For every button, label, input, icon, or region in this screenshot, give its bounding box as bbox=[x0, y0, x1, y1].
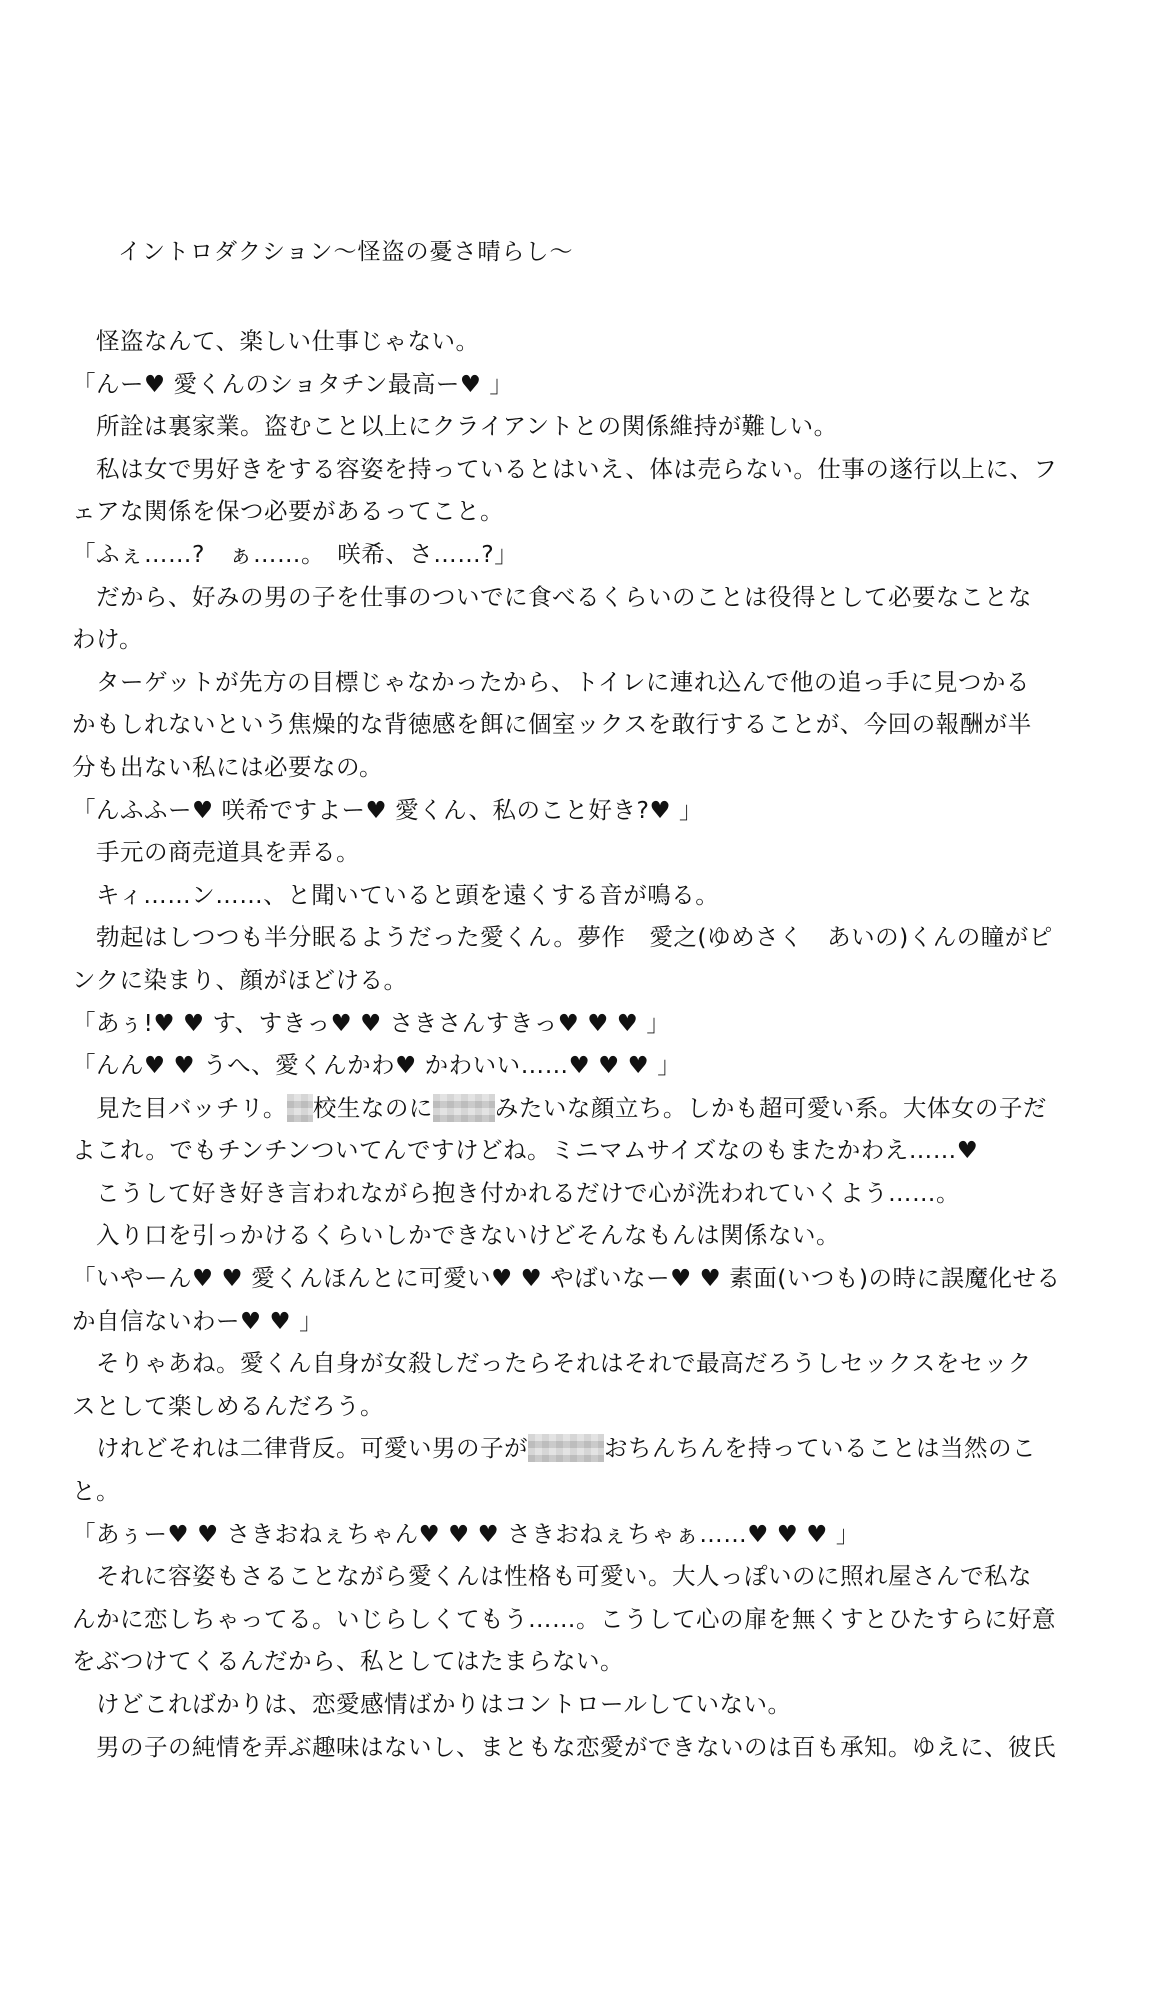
line-text: か自信ないわー♥ ♥ 」 bbox=[72, 1306, 324, 1335]
line-text: 男の子の純情を弄ぶ趣味はないし、まともな恋愛ができないのは百も承知。ゆえに、彼氏 bbox=[96, 1732, 1056, 1761]
line-text: 「あぅ!♥ ♥ す、すきっ♥ ♥ さきさんすきっ♥ ♥ ♥ 」 bbox=[72, 1008, 671, 1037]
text-line bbox=[72, 1129, 1092, 1172]
text-line bbox=[72, 916, 1092, 959]
text-line bbox=[72, 1342, 1092, 1385]
line-text: こうして好き好き言われながら抱き付かれるだけで心が洗われていくよう……。 bbox=[96, 1178, 960, 1207]
line-text: スとして楽しめるんだろう。 bbox=[72, 1391, 384, 1420]
body-text bbox=[72, 320, 1092, 1768]
line-text: ターゲットが先方の目標じゃなかったから、トイレに連れ込んで他の追っ手に見つかる bbox=[96, 667, 1030, 696]
text-line bbox=[72, 874, 1092, 917]
text-line bbox=[72, 1555, 1092, 1598]
text-line bbox=[72, 363, 1092, 406]
line-text: 所詮は裏家業。盗むこと以上にクライアントとの関係維持が難しい。 bbox=[96, 412, 838, 441]
text-line bbox=[72, 1470, 1092, 1513]
text-line bbox=[72, 1044, 1092, 1087]
text-line bbox=[72, 1513, 1092, 1556]
line-text: だから、好みの男の子を仕事のついでに食べるくらいのことは役得として必要なことな bbox=[96, 582, 1032, 611]
line-text: 「んん♥ ♥ うへ、愛くんかわ♥ かわいい……♥ ♥ ♥ 」 bbox=[72, 1051, 682, 1080]
text-line bbox=[72, 703, 1092, 746]
chapter-title: イントロダクション〜怪盗の憂さ晴らし〜 bbox=[118, 239, 574, 265]
censor-mosaic bbox=[287, 1094, 313, 1122]
line-text: 「あぅー♥ ♥ さきおねぇちゃん♥ ♥ ♥ さきおねぇちゃぁ……♥ ♥ ♥ 」 bbox=[72, 1519, 860, 1548]
line-text: かもしれないという焦燥的な背徳感を餌に個室ックスを敢行することが、今回の報酬が半 bbox=[72, 710, 1032, 739]
text-line bbox=[72, 1257, 1092, 1300]
line-text: ェアな関係を保つ必要があるってこと。 bbox=[72, 497, 504, 526]
text-line bbox=[72, 1640, 1092, 1683]
line-text: をぶつけてくるんだから、私としてはたまらない。 bbox=[72, 1647, 624, 1676]
text-line bbox=[72, 576, 1092, 619]
line-text: 見た目バッチリ。 bbox=[96, 1093, 287, 1122]
line-text: 勃起はしつつも半分眠るようだった愛くん。夢作 愛之(ゆめさく あいの)くんの瞳がピ bbox=[96, 923, 1053, 952]
line-text: おちんちんを持っていることは当然のこ bbox=[604, 1434, 1036, 1463]
text-line bbox=[72, 1598, 1092, 1641]
line-text: 手元の商売道具を弄る。 bbox=[96, 838, 360, 867]
line-text: よこれ。でもチンチンついてんですけどね。ミニマムサイズなのもまたかわえ……♥ bbox=[72, 1136, 979, 1165]
text-line bbox=[72, 1726, 1092, 1769]
line-text: 「んふふー♥ 咲希ですよー♥ 愛くん、私のこと好き?♥ 」 bbox=[72, 795, 703, 824]
line-text: 「んー♥ 愛くんのショタチン最高ー♥ 」 bbox=[72, 369, 514, 398]
line-text: 校生なのに bbox=[312, 1093, 433, 1122]
text-line bbox=[72, 831, 1092, 874]
text-line bbox=[72, 789, 1092, 832]
line-text: わけ。 bbox=[72, 625, 144, 654]
line-text: キィ……ン……、と聞いていると頭を遠くする音が鳴る。 bbox=[96, 880, 720, 909]
text-line bbox=[72, 1172, 1092, 1215]
censor-mosaic bbox=[528, 1434, 604, 1462]
line-text: と。 bbox=[72, 1477, 120, 1506]
line-text: ンクに染まり、顔がほどける。 bbox=[72, 965, 408, 994]
text-line bbox=[72, 1385, 1092, 1428]
line-text: 入り口を引っかけるくらいしかできないけどそんなもんは関係ない。 bbox=[96, 1221, 840, 1250]
line-text: みたいな顔立ち。しかも超可愛い系。大体女の子だ bbox=[494, 1093, 1047, 1122]
line-text: んかに恋しちゃってる。いじらしくてもう……。こうして心の扉を無くすとひたすらに好意 bbox=[72, 1604, 1056, 1633]
text-line bbox=[72, 661, 1092, 704]
line-text: 「ふぇ……? ぁ……。 咲希、さ……?」 bbox=[72, 539, 519, 568]
text-line bbox=[72, 448, 1092, 491]
text-line bbox=[72, 746, 1092, 789]
text-line bbox=[72, 533, 1092, 576]
text-line bbox=[72, 618, 1092, 661]
text-line bbox=[72, 1683, 1092, 1726]
text-line bbox=[72, 959, 1092, 1002]
text-line bbox=[72, 1002, 1092, 1045]
line-text: そりゃあね。愛くん自身が女殺しだったらそれはそれで最高だろうしセックスをセック bbox=[96, 1349, 1032, 1378]
line-text: 「いやーん♥ ♥ 愛くんほんとに可愛い♥ ♥ やばいなー♥ ♥ 素面(いつも)の時に誤魔化せる bbox=[72, 1264, 1061, 1293]
text-line bbox=[72, 1087, 1092, 1130]
line-text: 怪盗なんて、楽しい仕事じゃない。 bbox=[96, 327, 480, 355]
line-text: 私は女で男好きをする容姿を持っているとはいえ、体は売らない。仕事の遂行以上に、フ bbox=[96, 454, 1058, 483]
text-line bbox=[72, 1427, 1092, 1470]
text-line bbox=[72, 1300, 1092, 1343]
censor-mosaic bbox=[433, 1094, 495, 1122]
line-text: それに容姿もさることながら愛くんは性格も可愛い。大人っぽいのに照れ屋さんで私な bbox=[96, 1562, 1032, 1591]
line-text: 分も出ない私には必要なの。 bbox=[72, 752, 384, 781]
text-line bbox=[72, 1214, 1092, 1257]
line-text: けれどそれは二律背反。可愛い男の子が bbox=[96, 1434, 528, 1463]
line-text: けどこればかりは、恋愛感情ばかりはコントロールしていない。 bbox=[96, 1690, 792, 1718]
text-line bbox=[72, 490, 1092, 533]
text-line bbox=[72, 320, 1092, 363]
text-line bbox=[72, 405, 1092, 448]
